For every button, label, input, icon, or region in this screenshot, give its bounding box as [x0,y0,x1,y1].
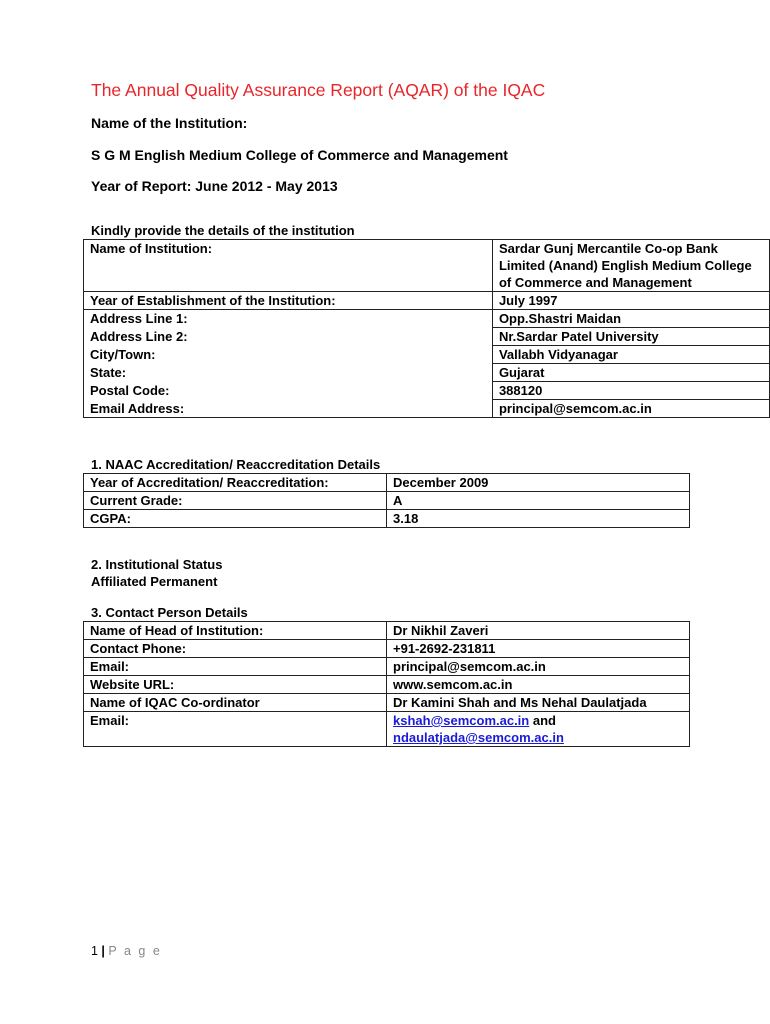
row-label: State: [84,364,493,382]
naac-heading: 1. NAAC Accreditation/ Reaccreditation Details [91,457,381,472]
row-label: Email: [84,658,387,676]
row-value: Gujarat [492,364,769,382]
row-value: Dr Nikhil Zaveri [387,622,690,640]
table-row [84,640,690,658]
table-row [84,622,690,640]
row-label: Name of Institution: [84,240,493,292]
table-row [84,676,690,694]
report-title: The Annual Quality Assurance Report (AQAR) of the IQAC [91,80,546,100]
row-value: principal@semcom.ac.in [492,400,769,418]
row-label: City/Town: [84,346,493,364]
row-label: Name of IQAC Co-ordinator [84,694,387,712]
row-value: +91-2692-231811 [387,640,690,658]
table-row [84,474,690,492]
row-value: Vallabh Vidyanagar [492,346,769,364]
row-value [387,712,690,747]
contact-heading: 3. Contact Person Details [91,605,248,620]
row-value: www.semcom.ac.in [387,676,690,694]
institution-name-label: Name of the Institution: [91,115,248,131]
table-row [84,292,770,310]
row-label: Contact Phone: [84,640,387,658]
table-row [84,310,770,328]
table-row [84,382,770,400]
naac-table [83,473,690,528]
row-label: Address Line 1: [84,310,493,328]
table-row [84,328,770,346]
row-value: 388120 [492,382,769,400]
institution-details-table [83,239,770,418]
row-label: Address Line 2: [84,328,493,346]
table-row [84,712,690,747]
page-separator: | [97,944,109,958]
row-value: 3.18 [387,510,690,528]
row-value: Nr.Sardar Patel University [492,328,769,346]
email-link-kshah[interactable]: kshah@semcom.ac.in [393,713,530,728]
row-value: Opp.Shastri Maidan [492,310,769,328]
page-word: P a g e [108,944,162,958]
table-row [84,510,690,528]
table-row [84,658,690,676]
row-label: Year of Establishment of the Institution: [84,292,493,310]
row-label: Email: [84,712,387,747]
institution-name: S G M English Medium College of Commerce and Management [91,147,508,163]
row-value: principal@semcom.ac.in [387,658,690,676]
status-heading: 2. Institutional Status [91,557,223,572]
row-value: A [387,492,690,510]
row-label: Email Address: [84,400,493,418]
table-row [84,346,770,364]
row-value: Sardar Gunj Mercantile Co-op Bank Limited (Anand) English Medium College of Commerce and Management [492,240,769,292]
row-label: Website URL: [84,676,387,694]
row-label: Current Grade: [84,492,387,510]
page-number: 1 [91,944,98,958]
row-value: December 2009 [387,474,690,492]
email-link-ndaulatjada[interactable]: ndaulatjada@semcom.ac.in [393,730,564,745]
table-row [84,240,770,292]
table-row [84,364,770,382]
status-value: Affiliated Permanent [91,574,218,589]
row-label: Name of Head of Institution: [84,622,387,640]
year-of-report: Year of Report: June 2012 - May 2013 [91,178,338,194]
row-value: Dr Kamini Shah and Ms Nehal Daulatjada [387,694,690,712]
row-value: July 1997 [492,292,769,310]
table-row [84,492,690,510]
email-joiner: and [529,713,556,728]
details-heading: Kindly provide the details of the institution [91,223,355,238]
page-footer [91,944,162,958]
table-row [84,400,770,418]
table-row [84,694,690,712]
row-label: Postal Code: [84,382,493,400]
contact-table [83,621,690,747]
row-label: CGPA: [84,510,387,528]
row-label: Year of Accreditation/ Reaccreditation: [84,474,387,492]
